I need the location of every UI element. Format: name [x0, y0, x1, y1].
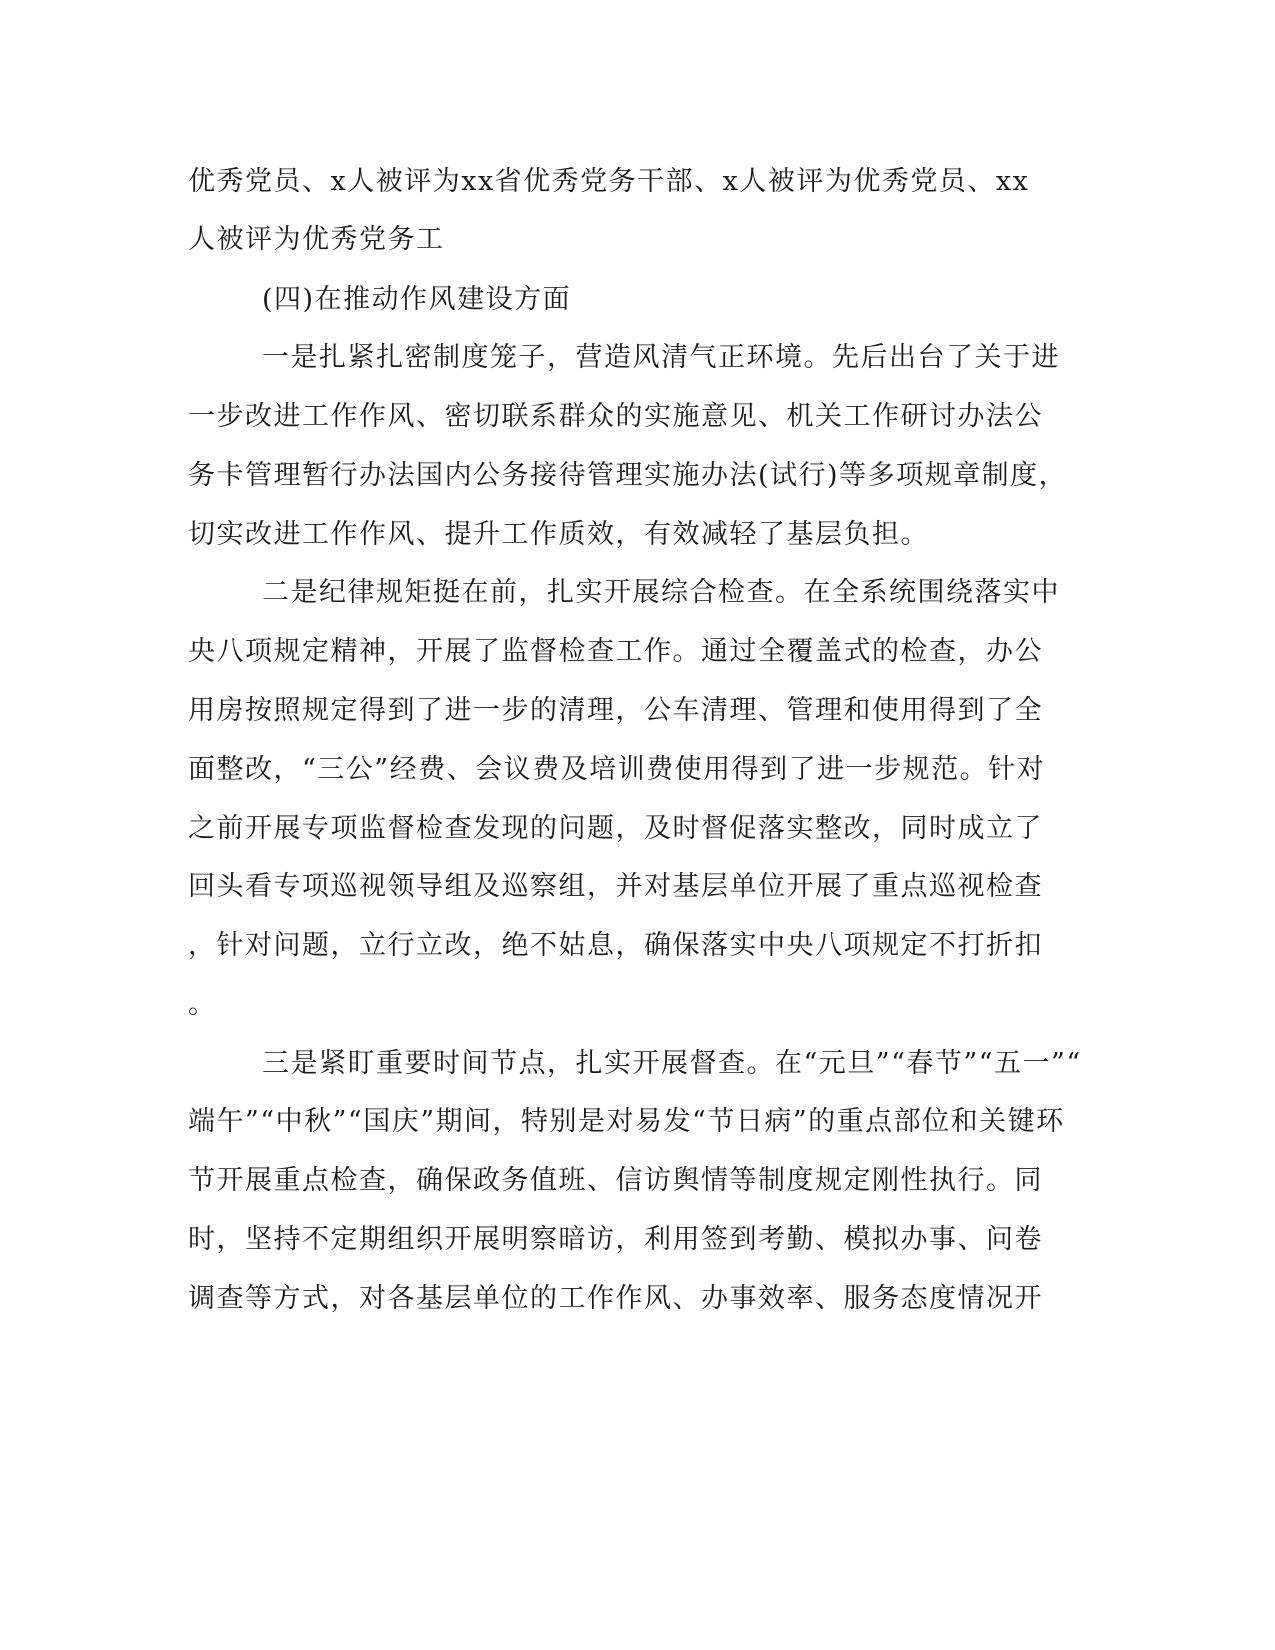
text-line: 。 — [188, 989, 217, 1020]
text-line: 之前开展专项监督检查发现的问题，及时督促落实整改，同时成立了 — [188, 813, 1043, 844]
text-line: 回头看专项巡视领导组及巡察组，并对基层单位开展了重点巡视检查 — [188, 871, 1043, 902]
text-line: 时，坚持不定期组织开展明察暗访，利用签到考勤、模拟办事、问卷 — [188, 1224, 1043, 1255]
text-line: 调查等方式，对各基层单位的工作作风、办事效率、服务态度情况开 — [188, 1283, 1043, 1314]
text-line: 一步改进工作作风、密切联系群众的实施意见、机关工作研讨办法公 — [188, 401, 1043, 432]
text-line: 用房按照规定得到了进一步的清理，公车清理、管理和使用得到了全 — [188, 695, 1043, 726]
text-line: 面整改，“三公”经费、会议费及培训费使用得到了进一步规范。针对 — [188, 754, 1046, 785]
paragraph-first-line: 一是扎紧扎密制度笼子，营造风清气正环境。先后出台了关于进 — [262, 342, 1060, 373]
text-line: 央八项规定精神，开展了监督检查工作。通过全覆盖式的检查，办公 — [188, 636, 1043, 667]
text-line: 人被评为优秀党务工 — [188, 224, 445, 255]
paragraph-first-line: 二是纪律规矩挺在前，扎实开展综合检查。在全系统围绕落实中 — [262, 577, 1060, 608]
text-line: ，针对问题，立行立改，绝不姑息，确保落实中央八项规定不打折扣 — [188, 930, 1043, 961]
text-line: 切实改进工作作风、提升工作质效，有效减轻了基层负担。 — [188, 519, 929, 550]
text-line: 优秀党员、x人被评为xx省优秀党务干部、x人被评为优秀党员、xx — [188, 166, 1030, 197]
text-line: 节开展重点检查，确保政务值班、信访舆情等制度规定刚性执行。同 — [188, 1165, 1043, 1196]
section-heading: (四)在推动作风建设方面 — [262, 284, 572, 315]
text-line: 务卡管理暂行办法国内公务接待管理实施办法(试行)等多项规章制度， — [188, 460, 1068, 491]
paragraph-first-line: 三是紧盯重要时间节点，扎实开展督查。在“元旦”“春节”“五一”“ — [262, 1048, 1082, 1079]
text-line: 端午”“中秋”“国庆”期间，特别是对易发“节日病”的重点部位和关键环 — [188, 1106, 1065, 1137]
